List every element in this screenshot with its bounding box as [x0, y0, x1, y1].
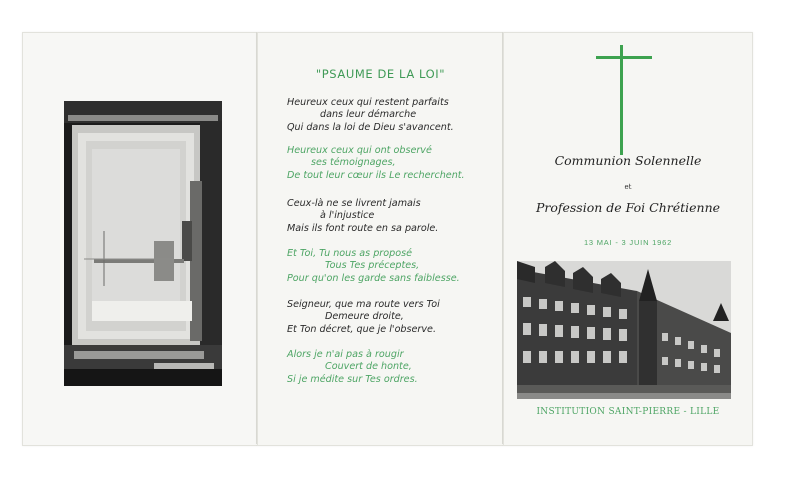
stanza-line: Couvert de honte, [325, 361, 412, 373]
stanza-line: Pour qu'on les garde sans faiblesse. [287, 272, 460, 284]
institution-name: INSTITUTION SAINT-PIERRE - LILLE [536, 407, 720, 417]
communion-heading: Communion Solennelle [554, 153, 702, 168]
stanza-line: Tous Tes préceptes, [325, 260, 420, 272]
stanza-4 [287, 248, 497, 285]
conjunction-et: et [624, 183, 632, 191]
right-panel [503, 32, 753, 446]
stanza-2 [287, 145, 497, 182]
stanza-line: Mais ils font route en sa parole. [287, 222, 439, 234]
stanza-line: ses témoignages, [311, 157, 396, 169]
psalm-title: "PSAUME DE LA LOI" [315, 67, 446, 81]
fold-line [256, 32, 257, 444]
stanza-line: Si je médite sur Tes ordres. [287, 373, 418, 385]
profession-heading: Profession de Foi Chrétienne [535, 200, 721, 215]
fold-line [502, 32, 503, 444]
stanza-line: Seigneur, que ma route vers Toi [287, 299, 440, 310]
middle-panel [257, 32, 504, 446]
stanza-line: à l'injustice [320, 210, 375, 222]
left-panel [22, 32, 258, 446]
stanza-line: De tout leur cœur ils Le recherchent. [287, 169, 465, 181]
stanza-line: Qui dans la loi de Dieu s'avancent. [287, 121, 454, 133]
stanza-3 [287, 198, 497, 235]
event-dates: 13 MAI - 3 JUIN 1962 [583, 238, 673, 247]
stanza-5 [287, 299, 497, 336]
stanza-line: dans leur démarche [320, 109, 417, 121]
altar-photo [64, 101, 222, 386]
building-photo [517, 261, 731, 399]
stanza-line: Demeure droite, [325, 311, 404, 323]
stanza-line: Et Toi, Tu nous as proposé [287, 248, 412, 259]
stanza-line: Heureux ceux qui ont observé [287, 145, 432, 156]
stanza-1 [287, 97, 497, 134]
stanza-line: Ceux-là ne se livrent jamais [287, 198, 421, 209]
stanza-line: Et Ton décret, que je l'observe. [287, 323, 436, 335]
stanza-line: Alors je n'ai pas à rougir [287, 349, 404, 360]
stanza-line: Heureux ceux qui restent parfaits [287, 97, 449, 108]
stanza-6 [287, 349, 497, 386]
